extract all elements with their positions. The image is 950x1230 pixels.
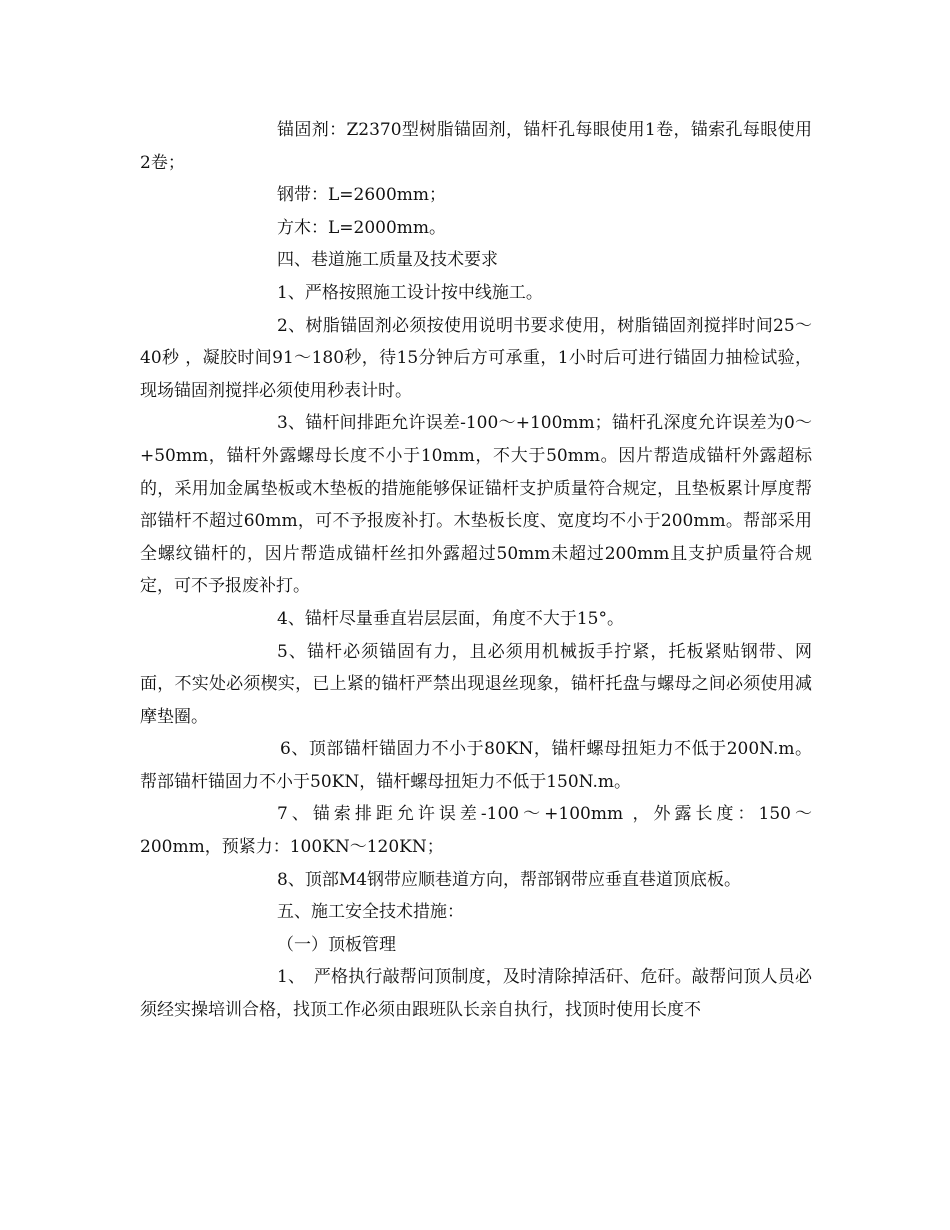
paragraph-item-6: 6、顶部锚杆锚固力不小于80KN，锚杆螺母扭矩力不低于200N.m。帮部锚杆锚固力不小于50KN，锚杆螺母扭矩力不低于150N.m。 [140,739,812,792]
paragraph-steel-strip: 钢带：L=2600mm； [277,185,447,206]
paragraph-item-8: 8、顶部M4钢带应顺巷道方向，帮部钢带应垂直巷道顶底板。 [277,869,742,890]
paragraph-item-5: 5、锚杆必须锚固有力，且必须用机械扳手拧紧，托板紧贴钢带、网面，不实处必须楔实，已上紧的锚杆严禁出现退丝现象，锚杆托盘与螺母之间必须使用减摩垫圈。 [140,641,812,727]
section-heading-quality: 四、巷道施工质量及技术要求 [277,250,498,271]
section-heading-safety: 五、施工安全技术措施： [277,902,464,923]
paragraph-item-7: 7、锚索排距允许误差-100～+100mm ，外露长度：150～200mm，预紧力：100KN～120KN； [140,804,812,858]
document-body [140,114,812,1027]
paragraph-item-4: 4、锚杆尽量垂直岩层层面，角度不大于15°。 [277,608,624,629]
paragraph-item-2: 2、树脂锚固剂必须按使用说明书要求使用，树脂锚固剂搅拌时间25～40秒 ，凝胶时间91～180秒，待15分钟后方可承重，1小时后可进行锚固力抽检试验，现场锚固剂搅拌必须使用秒表计时。 [140,315,812,401]
paragraph-roof-item-1: 1、 严格执行敲帮问顶制度，及时清除掉活矸、危矸。敲帮问顶人员必须经实操培训合格，找顶工作必须由跟班队长亲自执行，找顶时使用长度不 [140,967,812,1021]
subsection-heading-roof: （一）顶板管理 [277,934,396,955]
paragraph-item-3: 3、锚杆间排距允许误差-100～+100mm；锚杆孔深度允许误差为0～+50mm，锚杆外露螺母长度不小于10mm，不大于50mm。因片帮造成锚杆外露超标的，采用加金属垫板或木垫板的措施能够保证锚杆支护质量符合规定，且垫板累计厚度帮部锚杆不超过60mm，可不予报废补打。木垫板长度、宽度均不小于200mm。帮部采用全螺纹锚杆的，因片帮造成锚杆丝扣外露超过50mm未超过200mm且支护质量符合规定，可不予报废补打。 [140,413,812,597]
paragraph-item-1: 1、严格按照施工设计按中线施工。 [277,282,543,303]
paragraph-anchoring-agent: 锚固剂：Z2370型树脂锚固剂，锚杆孔每眼使用1卷，锚索孔每眼使用2卷； [140,120,812,173]
paragraph-square-timber: 方木：L=2000mm。 [277,217,447,238]
